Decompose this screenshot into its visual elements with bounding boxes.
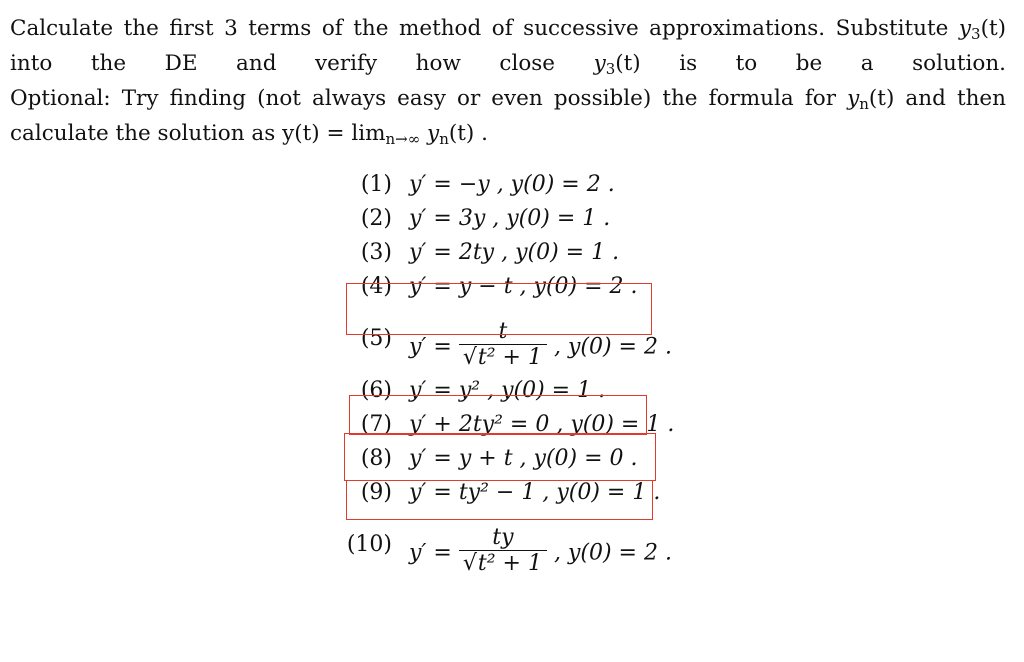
equation-text: y′ = $\frac{ty}{\text{√t² + 1}}$ , y(0) = 2 .	[409, 525, 672, 576]
equation-number: (9)	[360, 480, 392, 505]
equation-number: (2)	[360, 206, 392, 231]
equation-number: (10)	[346, 532, 392, 557]
fraction: $\frac{t}{\text{√t² + 1}}$	[459, 320, 547, 371]
equation-2	[340, 202, 760, 236]
equation-text: y′ = $\frac{t}{\text{√t² + 1}}$ , y(0) = 2 .	[409, 319, 672, 370]
equation-text: y′ = 3y , y(0) = 1 .	[409, 206, 611, 231]
problem-statement	[10, 14, 1006, 154]
optional-line: Optional: Try finding (not always easy or even possible) the formula for $y_n(t)$ and then calculate the solution as $y(t) = \lim_{n\to\infty} y_n(t)$ .	[10, 86, 1007, 148]
equation-text: y′ = 2ty , y(0) = 1 .	[409, 240, 620, 265]
equation-text: y′ = ty² − 1 , y(0) = 1 .	[409, 480, 661, 505]
equation-1	[340, 168, 760, 202]
equation-number: (3)	[360, 240, 392, 265]
equation-number: (1)	[360, 172, 392, 197]
equation-text: y′ = y + t , y(0) = 0 .	[409, 446, 638, 471]
equation-number: (8)	[360, 446, 392, 471]
equation-8	[340, 442, 760, 476]
equation-text: y′ + 2ty² = 0 , y(0) = 1 .	[409, 412, 675, 437]
instruction-line: Calculate the first 3 terms of the method of successive approximations. Substitute $y_3(t)$ into the DE and verify how close $y_3(t)$ is to be a solution.	[10, 16, 1006, 78]
equation-text: y′ = y − t , y(0) = 2 .	[409, 274, 638, 299]
equation-number: (7)	[360, 412, 392, 437]
equation-text: y′ = −y , y(0) = 2 .	[409, 172, 615, 197]
equation-text: y′ = y² , y(0) = 1 .	[409, 378, 606, 403]
equation-number: (4)	[360, 274, 392, 299]
equation-7	[340, 408, 760, 442]
equation-3	[340, 236, 760, 270]
equation-9	[340, 476, 760, 510]
equation-list	[340, 168, 760, 580]
equation-6	[340, 374, 760, 408]
equation-4	[340, 270, 760, 304]
fraction: $\frac{ty}{\text{√t² + 1}}$	[459, 526, 547, 577]
equation-10	[340, 510, 760, 580]
equation-5	[340, 304, 760, 374]
equation-number: (5)	[360, 326, 392, 351]
equation-number: (6)	[360, 378, 392, 403]
